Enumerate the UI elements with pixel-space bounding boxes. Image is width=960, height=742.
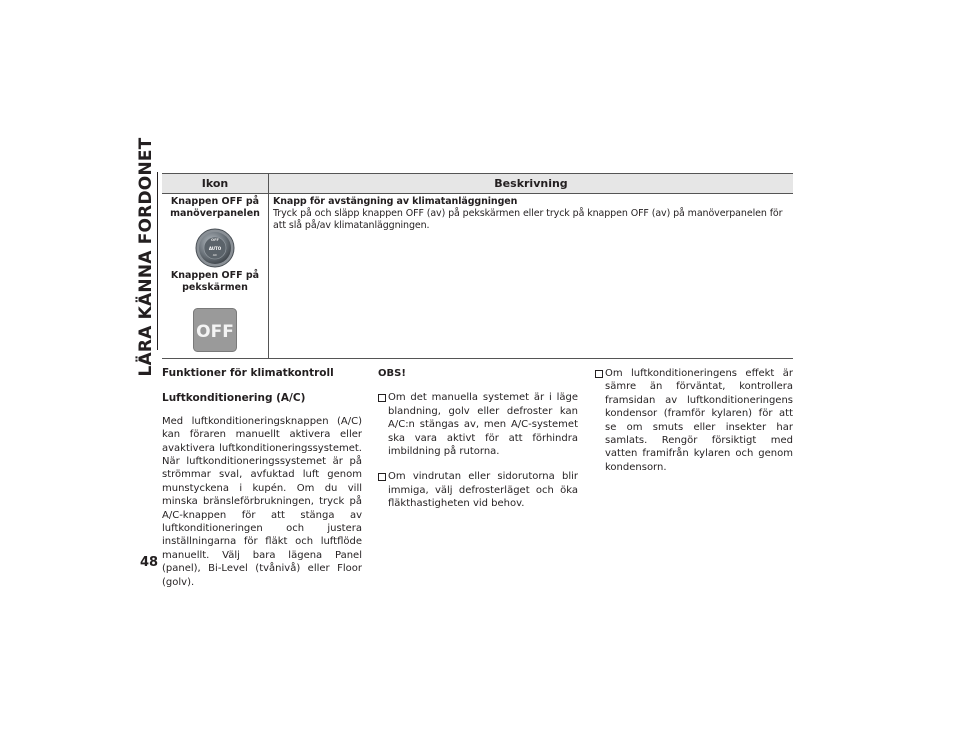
section-title: Funktioner för klimatkontroll	[162, 367, 334, 379]
side-tab	[136, 137, 156, 377]
dial-label-off: OFF	[211, 238, 219, 242]
list-item	[378, 391, 578, 458]
column-1	[162, 367, 362, 589]
note-text: Om det manuella systemet är i läge blandning, golv eller defroster kan A/C:n stängas av, men A/C-systemet ska vara aktivt för att förhindra imbildning på rutorna.	[388, 392, 578, 458]
side-tab-divider	[157, 172, 158, 350]
table-header-row	[162, 174, 793, 194]
icon-cell	[162, 194, 269, 359]
checkbox-bullet-icon	[595, 370, 603, 378]
table-header-description: Beskrivning	[269, 174, 794, 194]
dial-label-ac: AC	[212, 253, 218, 257]
note-text: Om vindrutan eller sidorutorna blir immiga, välj defrosterläget och öka fläkthastigheten vid behov.	[388, 471, 578, 510]
note-text: Om luftkonditioneringens effekt är sämre än förväntat, kontrollera framsidan av luftkonditioneringens kondensor (framför kylaren) för att se om smuts eller insekter har samlats. Rengör försiktigt med vatten framifrån kylaren och genom kondensorn.	[605, 368, 793, 473]
list-item	[378, 470, 578, 510]
column-2	[378, 367, 578, 523]
description-cell	[269, 194, 794, 359]
climate-off-dial-icon	[195, 228, 235, 268]
table-row	[162, 194, 793, 359]
icon-description-table	[162, 173, 793, 359]
icon-caption-touchscreen: Knappen OFF på pekskärmen	[170, 270, 260, 293]
checkbox-bullet-icon	[378, 394, 386, 402]
table-header-icon: Ikon	[162, 174, 269, 194]
description-title: Knapp för avstängning av klimatanläggningen	[273, 196, 518, 207]
side-tab-label: LÄRA KÄNNA FORDONET	[136, 137, 156, 377]
list-item	[595, 367, 793, 474]
page-number: 48	[140, 555, 159, 570]
note-label: OBS!	[378, 368, 406, 379]
checkbox-bullet-icon	[378, 473, 386, 481]
dial-label-auto: AUTO	[208, 246, 222, 251]
touchscreen-off-button-icon	[193, 308, 237, 352]
off-button-label: OFF	[196, 322, 234, 342]
subsection-title: Luftkonditionering (A/C)	[162, 392, 306, 405]
body-paragraph: Med luftkonditioneringsknappen (A/C) kan föraren manuellt aktivera eller avaktivera luftkonditioneringssystemet. När luftkonditioneringssystemet är på strömmar sval, avfuktad luft genom munstyckena i kupén. Om du vill minska bränsleförbrukningen, tryck på A/C-knappen för att stänga av luftkonditioneringen och justera inställningarna för fläkt och luftflöde manuellt. Välj bara lägena Panel (panel), Bi-Level (tvånivå) eller Floor (golv).	[162, 415, 362, 588]
icon-caption-panel: Knappen OFF på manöverpanelen	[170, 196, 260, 219]
description-text: Tryck på och släpp knappen OFF (av) på pekskärmen eller tryck på knappen OFF (av) på manöverpanelen för att slå på/av klimatanläggningen.	[273, 208, 783, 231]
column-3	[595, 367, 793, 486]
